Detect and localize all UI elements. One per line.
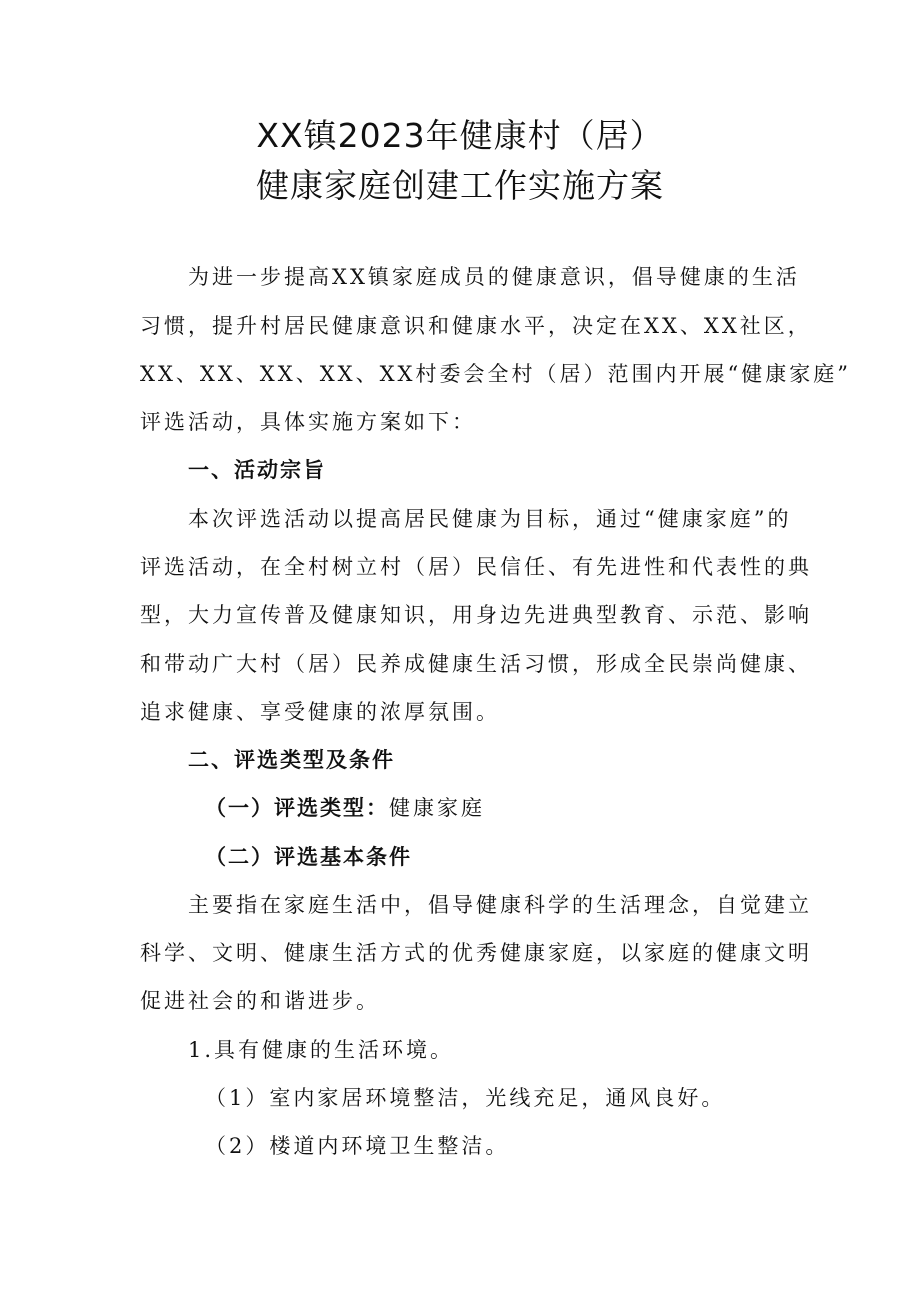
subsection-2-line-3: 促进社会的和谐进步。 xyxy=(140,989,380,1013)
intro-line-1: 为进一步提高XX镇家庭成员的健康意识，倡导健康的生活 xyxy=(188,265,800,289)
section-1-heading: 一、活动宗旨 xyxy=(188,458,326,482)
subsection-2-heading: （二）评选基本条件 xyxy=(205,845,412,869)
intro-line-2: 习惯，提升村居民健康意识和健康水平，决定在XX、XX社区， xyxy=(140,314,812,338)
subsection-1-value: 健康家庭 xyxy=(389,796,485,820)
subsection-2-line-1: 主要指在家庭生活中，倡导健康科学的生活理念，自觉建立 xyxy=(188,893,812,917)
section-1-line-3: 型，大力宣传普及健康知识，用身边先进典型教育、示范、影响 xyxy=(140,603,812,627)
item-1-2: （2）楼道内环境卫生整洁。 xyxy=(205,1134,510,1158)
section-1-line-4: 和带动广大村（居）民养成健康生活习惯，形成全民崇尚健康、 xyxy=(140,652,812,676)
subsection-1-heading: （一）评选类型： xyxy=(205,796,389,820)
subsection-2-line-2: 科学、文明、健康生活方式的优秀健康家庭，以家庭的健康文明 xyxy=(140,941,812,965)
intro-line-4: 评选活动，具体实施方案如下： xyxy=(140,410,476,434)
item-1-1: （1）室内家居环境整洁，光线充足，通风良好。 xyxy=(205,1086,726,1110)
document-title-line-2: 健康家庭创建工作实施方案 xyxy=(256,166,664,205)
intro-line-3: XX、XX、XX、XX、XX村委会全村（居）范围内开展“健康家庭” xyxy=(140,362,851,386)
section-1-line-1: 本次评选活动以提高居民健康为目标，通过“健康家庭”的 xyxy=(188,507,792,531)
section-2-heading: 二、评选类型及条件 xyxy=(188,748,395,772)
document-title-line-1: XX镇2023年健康村（居） xyxy=(256,116,664,155)
subsection-1 xyxy=(205,794,485,822)
item-1: 1.具有健康的生活环境。 xyxy=(188,1038,455,1062)
section-1-line-2: 评选活动，在全村树立村（居）民信任、有先进性和代表性的典 xyxy=(140,555,812,579)
section-1-line-5: 追求健康、享受健康的浓厚氛围。 xyxy=(140,700,500,724)
